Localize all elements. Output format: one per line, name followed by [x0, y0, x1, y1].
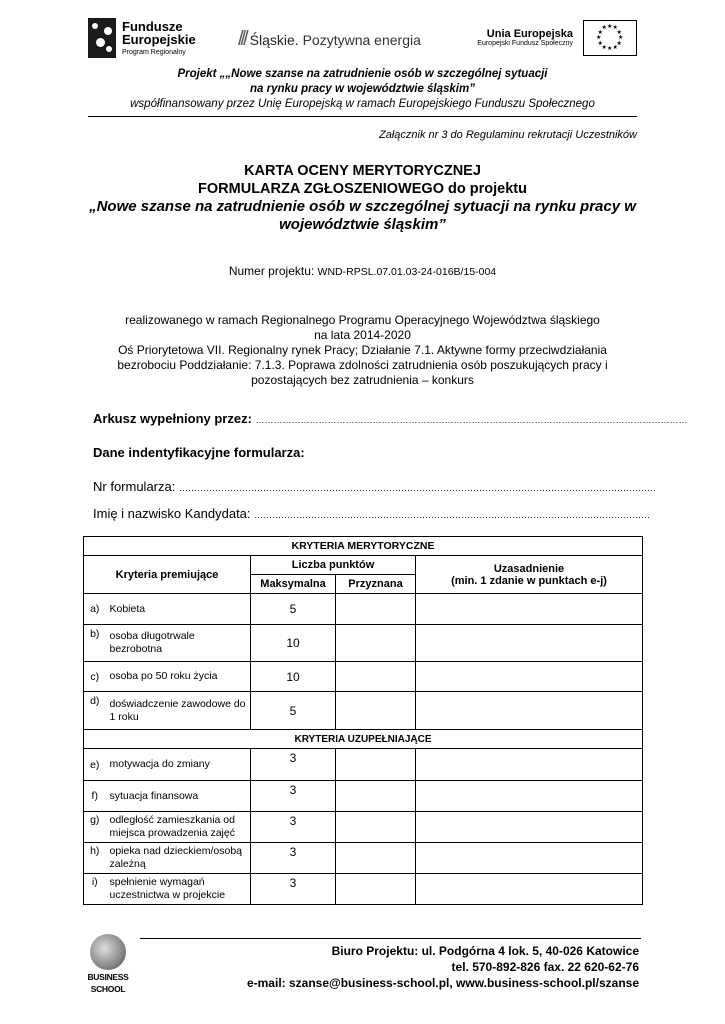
footer-address: Biuro Projektu: ul. Podgórna 4 lok. 5, 40-026 Katowice: [331, 944, 639, 958]
title-line2: FORMULARZA ZGŁOSZENIOWEGO do projektu: [198, 181, 527, 197]
row-criterion: opieka nad dzieckiem/osobą zależną: [106, 843, 251, 874]
eu-star-icon: ★: [616, 40, 622, 47]
row-awarded-cell[interactable]: [336, 781, 416, 812]
document-title: [40, 162, 685, 234]
row-awarded-cell[interactable]: [336, 625, 416, 662]
program-info: [70, 313, 655, 388]
nr-formularza-label: Nr formularza:: [93, 479, 179, 494]
row-lp: h): [84, 843, 106, 874]
project-number-label: Numer projektu:: [228, 264, 318, 278]
slaskie-name: Śląskie.: [249, 31, 299, 48]
row-lp: e): [84, 749, 106, 781]
row-criterion: odległość zamieszkania od miejsca prowadzenia zajęć: [106, 812, 251, 843]
eu-star-icon: ★: [607, 46, 613, 52]
row-awarded-cell[interactable]: [336, 874, 416, 905]
col-uzasadnienie-header: [416, 556, 643, 594]
row-lp: b): [84, 625, 106, 662]
row-max-points: 3: [251, 812, 336, 843]
eu-star-icon: ★: [618, 35, 624, 41]
project-header-line2: na rynku pracy w województwie śląskim”: [250, 83, 475, 95]
row-lp: c): [84, 662, 106, 692]
eu-star-icon: ★: [616, 29, 622, 36]
project-header-line1: Projekt „„Nowe szanse na zatrudnienie osób w szczególnej sytuacji: [177, 68, 548, 80]
row-justification-cell[interactable]: [416, 843, 643, 874]
footer-email: e-mail: szanse@business-school.pl, www.business-school.pl/szanse: [246, 976, 639, 990]
imie-nazwisko-dots: ……………………………………………………………………………………………………………………: [254, 510, 651, 520]
footer-phone: tel. 570-892-826 fax. 22 620-62-76: [451, 960, 639, 974]
project-header: [60, 67, 665, 112]
criteria-main-header: KRYTERIA MERYTORYCZNE: [84, 537, 643, 556]
row-criterion: osoba długotrwale bezrobotna: [106, 625, 251, 662]
row-criterion: spełnienie wymagań uczestnictwa w projekcie: [106, 874, 251, 905]
table-row: [84, 625, 643, 662]
program-info-line5: pozostających bez zatrudnienia – konkurs: [251, 373, 474, 387]
table-row: [84, 594, 643, 625]
row-awarded-cell[interactable]: [336, 662, 416, 692]
imie-nazwisko-field[interactable]: [93, 506, 651, 521]
col-uzasadnienie-line1: Uzasadnienie: [493, 562, 565, 575]
row-criterion: osoba po 50 roku życia: [106, 662, 251, 692]
fe-line1: Fundusze: [122, 18, 183, 34]
row-awarded-cell[interactable]: [336, 594, 416, 625]
criteria-table: [83, 536, 643, 905]
fe-line3: Program Regionalny: [122, 48, 186, 56]
row-criterion: Kobieta: [106, 594, 251, 625]
eu-star-icon: ★: [601, 44, 607, 51]
table-row: [84, 812, 643, 843]
header-divider: [88, 116, 637, 117]
row-lp: g): [84, 812, 106, 843]
row-awarded-cell[interactable]: [336, 749, 416, 781]
eu-star-icon: ★: [597, 40, 603, 47]
project-number: [40, 264, 685, 278]
row-justification-cell[interactable]: [416, 662, 643, 692]
zalacznik-note: Załącznik nr 3 do Regulaminu rekrutacji Uczestników: [379, 129, 637, 141]
table-row: [84, 749, 643, 781]
row-max-points: 3: [251, 781, 336, 812]
fe-emblem-icon: [88, 18, 116, 58]
logo-line1: BUSINESS: [87, 972, 129, 982]
criteria-uzup-header: KRYTERIA UZUPEŁNIAJĄCE: [84, 730, 643, 749]
arkusz-field[interactable]: [93, 411, 688, 426]
program-info-line4: bezrobociu Poddziałanie: 7.1.3. Poprawa zdolności zatrudnienia osób poszukujących pracy i: [117, 358, 608, 372]
eu-star-icon: ★: [612, 44, 618, 51]
table-row: [84, 874, 643, 905]
arkusz-label: Arkusz wypełniony przez:: [93, 411, 256, 426]
title-line3: „Nowe szanse na zatrudnienie osób w szczególnej sytuacji na rynku pracy w: [89, 198, 636, 215]
row-max-points: 3: [251, 749, 336, 781]
row-awarded-cell[interactable]: [336, 843, 416, 874]
col-liczba-header: Liczba punktów: [251, 556, 416, 575]
dane-heading: Dane indentyfikacyjne formularza:: [93, 445, 305, 460]
arkusz-dots: ………………………………………………………………………………………………………………………………: [255, 415, 688, 425]
row-criterion: motywacja do zmiany: [106, 749, 251, 781]
col-uzasadnienie-line2: (min. 1 zdanie w punktach e-j): [451, 574, 607, 587]
slaskie-slogan: Pozytywna energia: [302, 31, 421, 48]
row-max-points: 5: [251, 594, 336, 625]
col-max-header: Maksymalna: [251, 575, 336, 594]
unia-europejska-logo: [477, 20, 637, 56]
row-justification-cell[interactable]: [416, 625, 643, 662]
eu-star-icon: ★: [607, 24, 613, 30]
program-info-line2: na lata 2014-2020: [314, 328, 411, 342]
eu-star-icon: ★: [597, 29, 603, 36]
footer-divider: [140, 938, 641, 939]
row-justification-cell[interactable]: [416, 594, 643, 625]
imie-nazwisko-label: Imię i nazwisko Kandydata:: [93, 506, 255, 521]
logo-bar: [88, 12, 637, 62]
row-max-points: 10: [251, 625, 336, 662]
eu-star-icon: ★: [612, 25, 618, 32]
row-justification-cell[interactable]: [416, 781, 643, 812]
col-kryteria-header: Kryteria premiujące: [84, 556, 251, 594]
program-info-line1: realizowanego w ramach Regionalnego Programu Operacyjnego Województwa śląskiego: [125, 313, 600, 327]
row-awarded-cell[interactable]: [336, 692, 416, 730]
fe-line2: Europejskie: [122, 32, 196, 48]
row-max-points: 5: [251, 692, 336, 730]
row-criterion: doświadczenie zawodowe do 1 roku: [106, 692, 251, 730]
row-justification-cell[interactable]: [416, 874, 643, 905]
fundusze-europejskie-logo: [88, 16, 196, 60]
nr-formularza-dots: ……………………………………………………………………………………………………………………………………………: [178, 483, 656, 493]
row-lp: f): [84, 781, 106, 812]
table-row: [84, 692, 643, 730]
eu-flag-icon: [583, 20, 637, 56]
business-school-logo: [84, 934, 132, 994]
ue-title: Unia Europejska: [486, 27, 573, 40]
footer-contact: [247, 943, 639, 991]
globe-icon: [90, 934, 126, 970]
row-lp: d): [84, 692, 106, 730]
row-max-points: 10: [251, 662, 336, 692]
row-max-points: 3: [251, 874, 336, 905]
row-justification-cell[interactable]: [416, 749, 643, 781]
logo-line2: SCHOOL: [90, 984, 126, 994]
eu-star-icon: ★: [596, 35, 602, 41]
slaskie-emblem-icon: ///: [238, 28, 246, 50]
project-header-line3: współfinansowany przez Unię Europejską w ramach Europejskiego Funduszu Społecznego: [130, 98, 595, 110]
title-line4: województwie śląskim”: [279, 216, 446, 233]
program-info-line3: Oś Priorytetowa VII. Regionalny rynek Pracy; Działanie 7.1. Aktywne formy przeciwdziałania: [118, 343, 607, 357]
table-row: [84, 662, 643, 692]
row-criterion: sytuacja finansowa: [106, 781, 251, 812]
table-row: [84, 843, 643, 874]
row-lp: i): [84, 874, 106, 905]
row-awarded-cell[interactable]: [336, 812, 416, 843]
col-przyznana-header: Przyznana: [336, 575, 416, 594]
row-justification-cell[interactable]: [416, 692, 643, 730]
row-justification-cell[interactable]: [416, 812, 643, 843]
table-row: [84, 781, 643, 812]
project-number-value: WND-RPSL.07.01.03-24-016B/15-004: [317, 266, 497, 278]
row-max-points: 3: [251, 843, 336, 874]
eu-star-icon: ★: [601, 25, 607, 32]
slaskie-logo: [238, 28, 421, 51]
title-line1: KARTA OCENY MERYTORYCZNEJ: [244, 163, 481, 179]
nr-formularza-field[interactable]: [93, 479, 656, 494]
ue-subtitle: Europejski Fundusz Społeczny: [477, 40, 573, 48]
row-lp: a): [84, 594, 106, 625]
